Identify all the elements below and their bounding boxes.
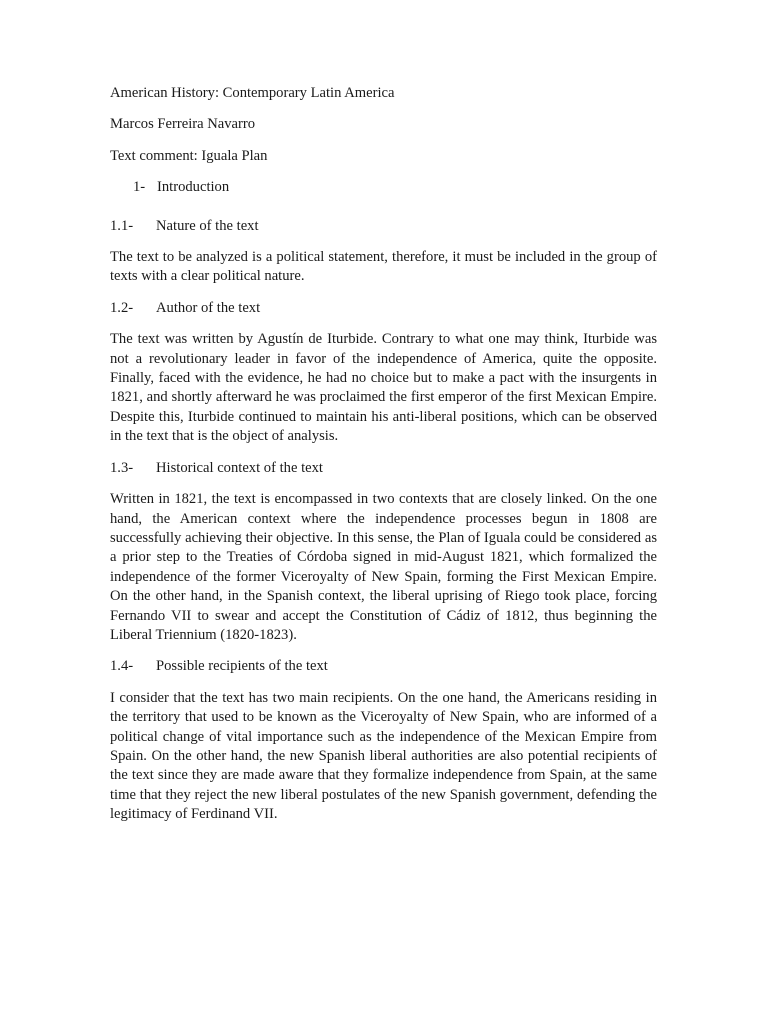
section-body-author: The text was written by Agustín de Iturbide. Contrary to what one may think, Iturbide was not a revolutionary leader in favor of the independence of America, quite the opposite. Finally, faced with the evidence, he had no choice but to make a pact with the insurgents in 1821, and shortly afterward he was proclaimed the first emperor of the first Mexican Empire. Despite this, Iturbide continued to maintain his anti-liberal positions, which can be observed in the text that is the object of analysis. <box>110 331 657 445</box>
section-heading-context <box>110 459 657 478</box>
section-body-context: Written in 1821, the text is encompassed in two contexts that are closely linked. On the one hand, the American context where the independence processes begun in 1808 are successfully achieving their objective. In this sense, the Plan of Iguala could be considered as a prior step to the Treaties of Córdoba signed in mid-August 1821, which formalized the independence of the former Viceroyalty of New Spain, forming the First Mexican Empire. On the other hand, in the Spanish context, the liberal uprising of Riego took place, forcing Fernando VII to swear and accept the Constitution of Cádiz of 1812, thus beginning the Liberal Triennium (1820-1823). <box>110 491 657 643</box>
section-title: Nature of the text <box>156 217 259 234</box>
introduction-number: 1- <box>133 179 146 196</box>
introduction-title: Introduction <box>157 179 230 196</box>
section-number: 1.1- <box>110 217 134 234</box>
course-title: American History: Contemporary Latin America <box>110 85 395 101</box>
section-number: 1.2- <box>110 299 134 316</box>
introduction-heading <box>133 178 657 197</box>
section-number: 1.4- <box>110 658 134 675</box>
section-title: Author of the text <box>156 299 261 316</box>
section-heading-author <box>110 299 657 318</box>
comment-title: Text comment: Iguala Plan <box>110 147 268 164</box>
document-page <box>110 84 657 837</box>
author-name: Marcos Ferreira Navarro <box>110 116 256 133</box>
section-title: Possible recipients of the text <box>156 658 328 675</box>
section-heading-recipients <box>110 657 657 676</box>
section-number: 1.3- <box>110 459 134 476</box>
section-heading-nature <box>110 217 657 236</box>
section-body-nature: The text to be analyzed is a political statement, therefore, it must be included in the group of texts with a clear political nature. <box>110 249 657 285</box>
section-title: Historical context of the text <box>156 459 323 476</box>
section-body-recipients: I consider that the text has two main recipients. On the one hand, the Americans residing in the territory that used to be known as the Viceroyalty of New Spain, who are informed of a political change of vital importance such as the independence of the Mexican Empire from Spain. On the other hand, the new Spanish liberal authorities are also potential recipients of the text since they are made aware that they formalize independence from Spain, at the same time that they reject the new liberal postulates of the new Spanish government, defending the legitimacy of Ferdinand VII. <box>110 689 657 823</box>
